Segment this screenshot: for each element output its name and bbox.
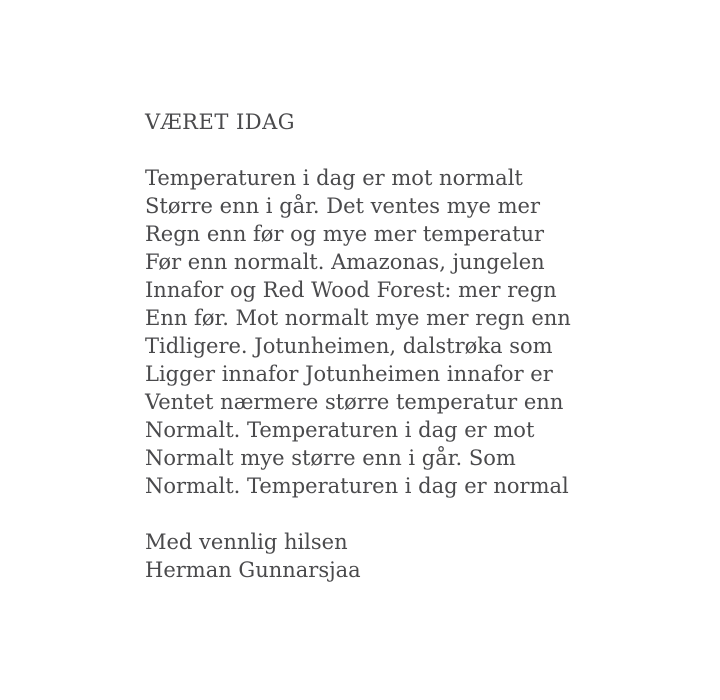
body-line: Ventet nærmere større temperatur enn: [145, 390, 564, 414]
document-title: VÆRET IDAG: [145, 110, 296, 134]
body-line: Før enn normalt. Amazonas, jungelen: [145, 250, 545, 274]
body-line: Normalt. Temperaturen i dag er mot: [145, 418, 535, 442]
text-block: [145, 108, 615, 584]
body-line: Normalt. Temperaturen i dag er normal: [145, 474, 569, 498]
body-line: Innafor og Red Wood Forest: mer regn: [145, 278, 557, 302]
body-line: Normalt mye større enn i går. Som: [145, 446, 516, 470]
body-line: Tidligere. Jotunheimen, dalstrøka som: [145, 334, 553, 358]
body-line: Enn før. Mot normalt mye mer regn enn: [145, 306, 571, 330]
signature-line-name: Herman Gunnarsjaa: [145, 558, 361, 582]
document-body: [145, 164, 615, 500]
body-line: Temperaturen i dag er mot normalt: [145, 166, 523, 190]
signature-line-greeting: Med vennlig hilsen: [145, 530, 348, 554]
body-line: Regn enn før og mye mer temperatur: [145, 222, 545, 246]
signature-block: [145, 528, 615, 584]
body-line: Større enn i går. Det ventes mye mer: [145, 194, 541, 218]
body-line: Ligger innafor Jotunheimen innafor er: [145, 362, 553, 386]
